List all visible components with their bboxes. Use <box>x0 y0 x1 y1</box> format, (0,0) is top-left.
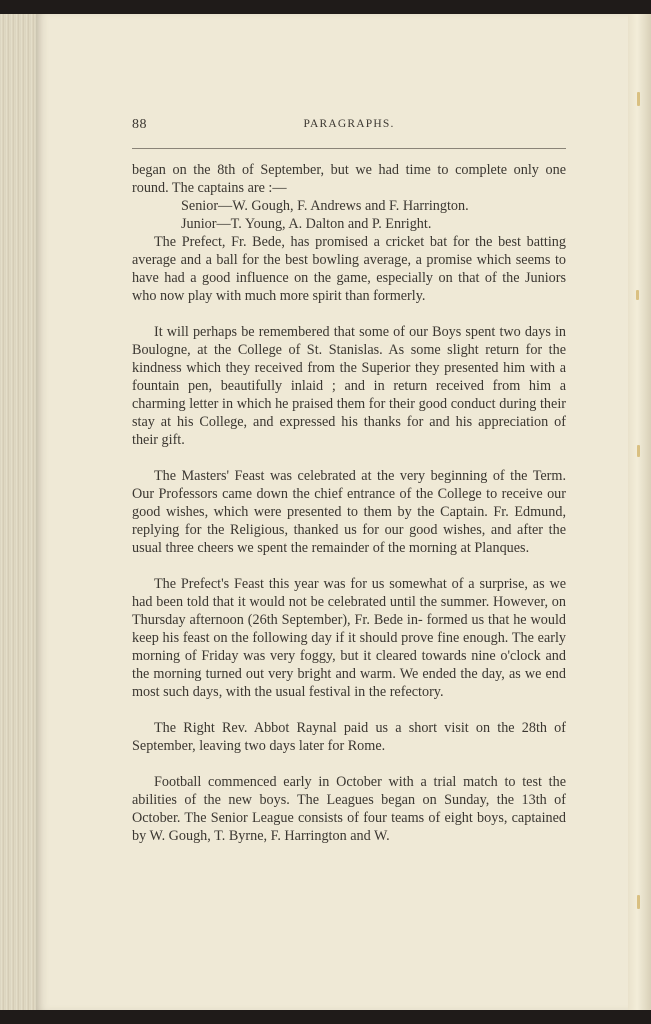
scan-top-border <box>0 0 651 14</box>
paragraph: The Prefect's Feast this year was for us somewhat of a surprise, as we had been told that it would not be celebrated until the summer. However, on Thursday afternoon (26th September), Fr. Bede in- formed us that he would keep his feast on the following day if it should prove fine enough. The early morning of Friday was very foggy, but it cleared towards nine o'clock and the morning turned out very bright and warm. We ended the day, as we end most such days, with the usual festival in the refectory. <box>132 576 566 700</box>
paragraph: The Right Rev. Abbot Raynal paid us a short visit on the 28th of September, leaving two days later for Rome. <box>132 720 566 754</box>
page-header <box>132 117 566 137</box>
page-edge-mark <box>637 92 640 106</box>
running-head: PARAGRAPHS. <box>303 118 395 130</box>
captain-line-junior: Junior—T. Young, A. Dalton and P. Enright. <box>181 216 432 232</box>
scan-bottom-border <box>0 1010 651 1024</box>
paragraph: It will perhaps be remembered that some of our Boys spent two days in Boulogne, at the College of St. Stanislas. As some slight return for the kindness which they received from the Superior they presented him with a fountain pen, beautifully inlaid ; and in return received from him a charming letter in which he praised them for their good conduct during their stay at his College, and expressed his thanks for and his appreciation of their gift. <box>132 324 566 448</box>
page-edge <box>628 14 651 1010</box>
page-number: 88 <box>132 117 147 132</box>
header-rule <box>132 148 566 149</box>
book-page-stack <box>0 14 40 1010</box>
page-edge-mark <box>636 290 639 300</box>
page-edge-mark <box>637 895 640 909</box>
body-text <box>132 161 566 845</box>
paragraph: began on the 8th of September, but we had time to complete only one round. The captains are :— Senior—W. Gough, F. Andrews and F. Harrington. Junior—T. Young, A. Dalton and P. Enright. <box>132 162 566 232</box>
captain-line-senior: Senior—W. Gough, F. Andrews and F. Harrington. <box>181 198 469 214</box>
paragraph: The Prefect, Fr. Bede, has promised a cricket bat for the best batting average and a ball for the best bowling average, a promise which seems to have had a good influence on the game, especially on that of the Juniors who now play with much more spirit than formerly. <box>132 234 566 304</box>
paragraph: Football commenced early in October with a trial match to test the abilities of the new boys. The Leagues began on Sunday, the 13th of October. The Senior League consists of four teams of eight boys, captained by W. Gough, T. Byrne, F. Harrington and W. <box>132 774 566 844</box>
paragraph: The Masters' Feast was celebrated at the very beginning of the Term. Our Professors came down the chief entrance of the College to receive our good wishes, which were presented to them by the Captain. Fr. Edmund, replying for the Religious, thanked us for our good wishes, and after the usual three cheers we spent the remainder of the morning at Planques. <box>132 468 566 556</box>
page-edge-mark <box>637 445 640 457</box>
